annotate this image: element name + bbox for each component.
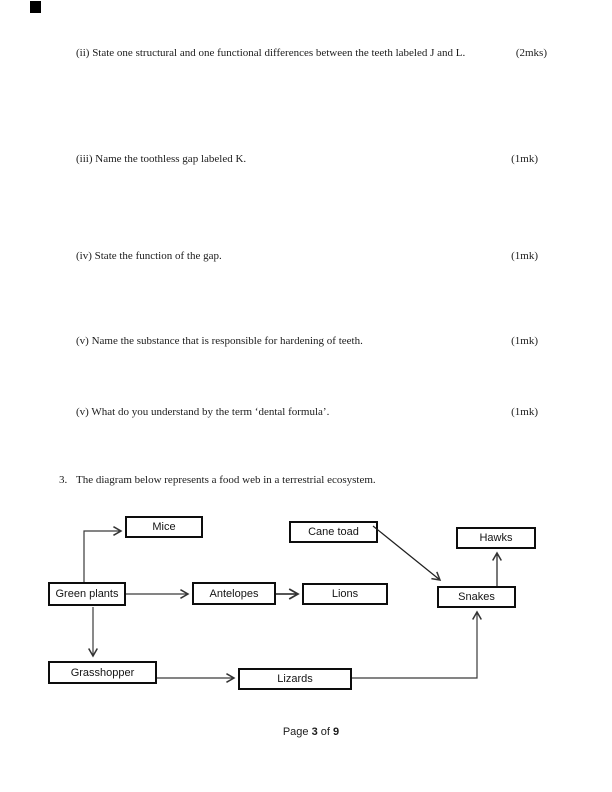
question-2-ii [76,47,547,60]
node-lions [302,583,388,605]
question-text: The diagram below represents a food web in a terrestrial ecosystem. [76,474,376,486]
question-3-intro [59,474,376,487]
node-label: Lions [331,588,359,600]
question-2-iii [76,153,538,166]
arrow-lizards-to-snakes [352,612,477,678]
question-text: (ii) State one structural and one functional differences between the teeth labeled J and L. [76,47,466,59]
arrow-cane-toad-to-snakes [373,526,440,580]
node-mice [125,516,203,538]
node-label: Antelopes [209,587,259,600]
footer-total-pages: 9 [333,726,340,738]
footer-prefix: Page [282,726,309,738]
node-label: Lizards [277,673,313,685]
question-text: (iv) State the function of the gap. [76,250,222,262]
question-2-iv [76,250,538,263]
question-2-v-hardening [76,335,538,348]
node-antelopes [192,582,276,605]
footer-of: of [320,726,330,738]
question-2-v-dental-formula [76,406,538,419]
node-label: Snakes [458,591,495,603]
node-label: Mice [152,521,176,533]
marks-label: (2mks) [515,47,547,59]
node-label: Cane toad [308,526,359,538]
node-label: Hawks [479,532,513,544]
marks-label: (1mk) [511,406,538,418]
node-grasshopper [48,661,157,684]
node-snakes [437,586,516,608]
page-footer [5,726,612,738]
footer-page-number: 3 [311,726,318,738]
node-lizards [238,668,352,690]
question-text: (v) What do you understand by the term ‘dental formula’. [76,406,330,418]
marks-label: (1mk) [511,335,538,347]
marks-label: (1mk) [511,250,538,262]
node-cane-toad [289,521,378,543]
question-text: (v) Name the substance that is responsible for hardening of teeth. [76,335,363,347]
node-hawks [456,527,536,549]
scan-artifact-mark [30,1,41,13]
node-label: Grasshopper [70,666,135,679]
marks-label: (1mk) [511,153,538,165]
node-label: Green plants [55,588,119,600]
node-green-plants [48,582,126,606]
arrow-green-plants-to-mice [84,531,121,582]
question-number: 3. [59,474,68,486]
question-text: (iii) Name the toothless gap labeled K. [76,153,247,165]
